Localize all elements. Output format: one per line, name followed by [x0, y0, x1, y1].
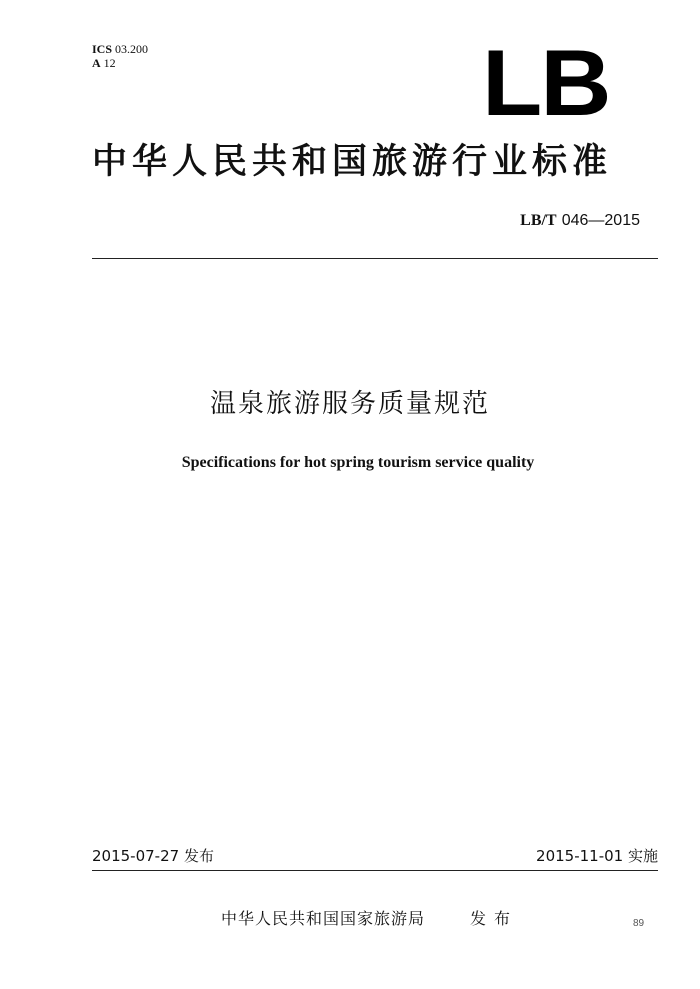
ics-label: ICS — [92, 42, 113, 56]
lb-logo: LB — [482, 47, 610, 119]
ics-code: 03.200 — [115, 42, 149, 56]
document-title-cn: 温泉旅游服务质量规范 — [209, 389, 490, 419]
org-title: 中华人民共和国旅游行业标准 — [92, 142, 613, 182]
issue-word: 发布 — [470, 909, 519, 928]
ccs-label: A — [92, 56, 101, 70]
bottom-divider — [92, 870, 658, 871]
document-title-en: Specifications for hot spring tourism service quality — [181, 454, 535, 471]
standard-number-prefix: LB/T — [520, 212, 557, 229]
issue-date: 2015-07-27 发布 — [92, 847, 214, 865]
standard-number — [520, 210, 640, 231]
page-number: 89 — [633, 918, 645, 929]
issuing-authority: 中华人民共和国国家旅游局 — [221, 909, 426, 928]
ics-code-row — [92, 42, 148, 56]
ccs-code: 12 — [103, 56, 116, 70]
classification-codes — [92, 42, 148, 70]
standard-number-value: 046—2015 — [561, 212, 640, 229]
ccs-code-row — [92, 56, 148, 70]
implementation-date: 2015-11-01 实施 — [536, 847, 658, 865]
top-divider — [92, 258, 658, 259]
